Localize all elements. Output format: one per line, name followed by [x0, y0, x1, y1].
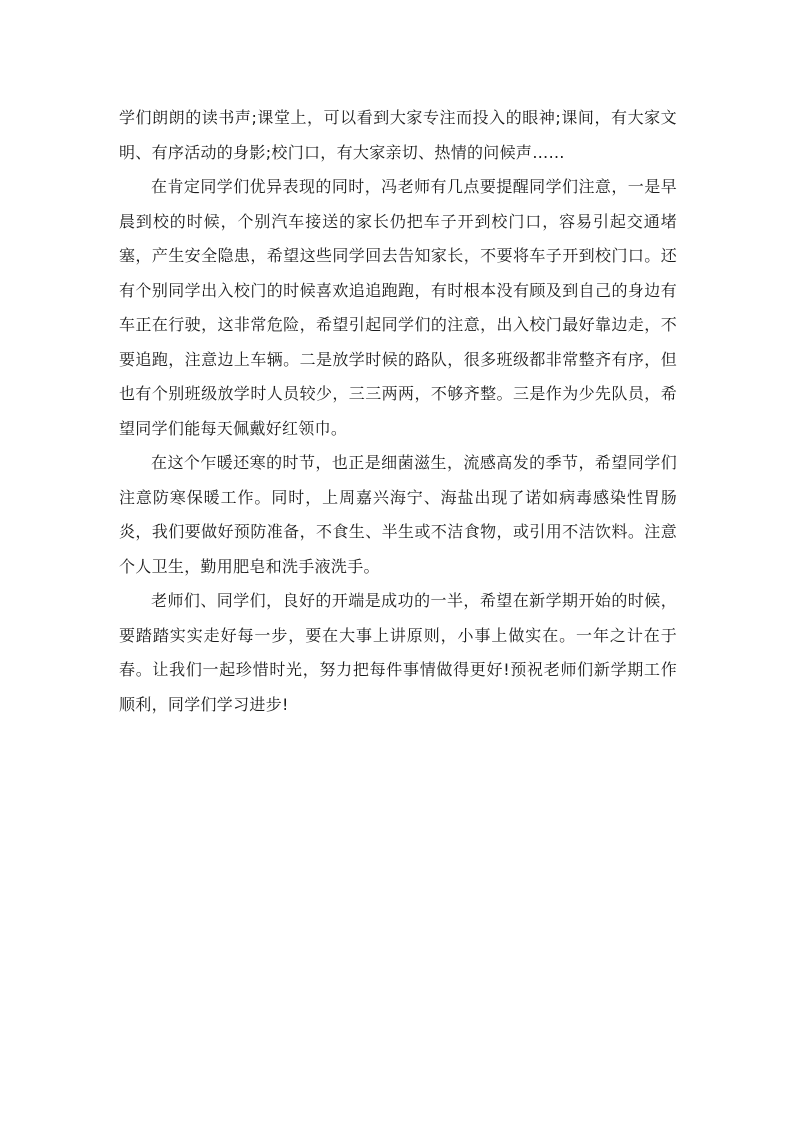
paragraph-1: 学们朗朗的读书声;课堂上，可以看到大家专注而投入的眼神;课间，有大家文明、有序活动的身影;校门口，有大家亲切、热情的问候声…… [119, 108, 677, 162]
paragraph-4: 老师们、同学们，良好的开端是成功的一半，希望在新学期开始的时候，要踏踏实实走好每一步，要在大事上讲原则，小事上做实在。一年之计在于春。让我们一起珍惜时光，努力把每件事情做得更好!预祝老师们新学期工作顺利，同学们学习进步! [119, 591, 677, 714]
paragraph-2: 在肯定同学们优异表现的同时，冯老师有几点要提醒同学们注意，一是早晨到校的时候，个别汽车接送的家长仍把车子开到校门口，容易引起交通堵塞，产生安全隐患，希望这些同学回去告知家长，不要将车子开到校门口。还有个别同学出入校门的时候喜欢追追跑跑，有时根本没有顾及到自己的身边有车正在行驶，这非常危险，希望引起同学们的注意，出入校门最好靠边走，不要追跑，注意边上车辆。二是放学时候的路队，很多班级都非常整齐有序，但也有个别班级放学时人员较少，三三两两，不够齐整。三是作为少先队员，希望同学们能每天佩戴好红领巾。 [119, 177, 677, 438]
document-body [119, 101, 677, 722]
paragraph-3: 在这个乍暖还寒的时节，也正是细菌滋生，流感高发的季节，希望同学们注意防寒保暖工作。同时，上周嘉兴海宁、海盐出现了诺如病毒感染性胃肠炎，我们要做好预防准备，不食生、半生或不洁食物，或引用不洁饮料。注意个人卫生，勤用肥皂和洗手液洗手。 [119, 453, 677, 576]
